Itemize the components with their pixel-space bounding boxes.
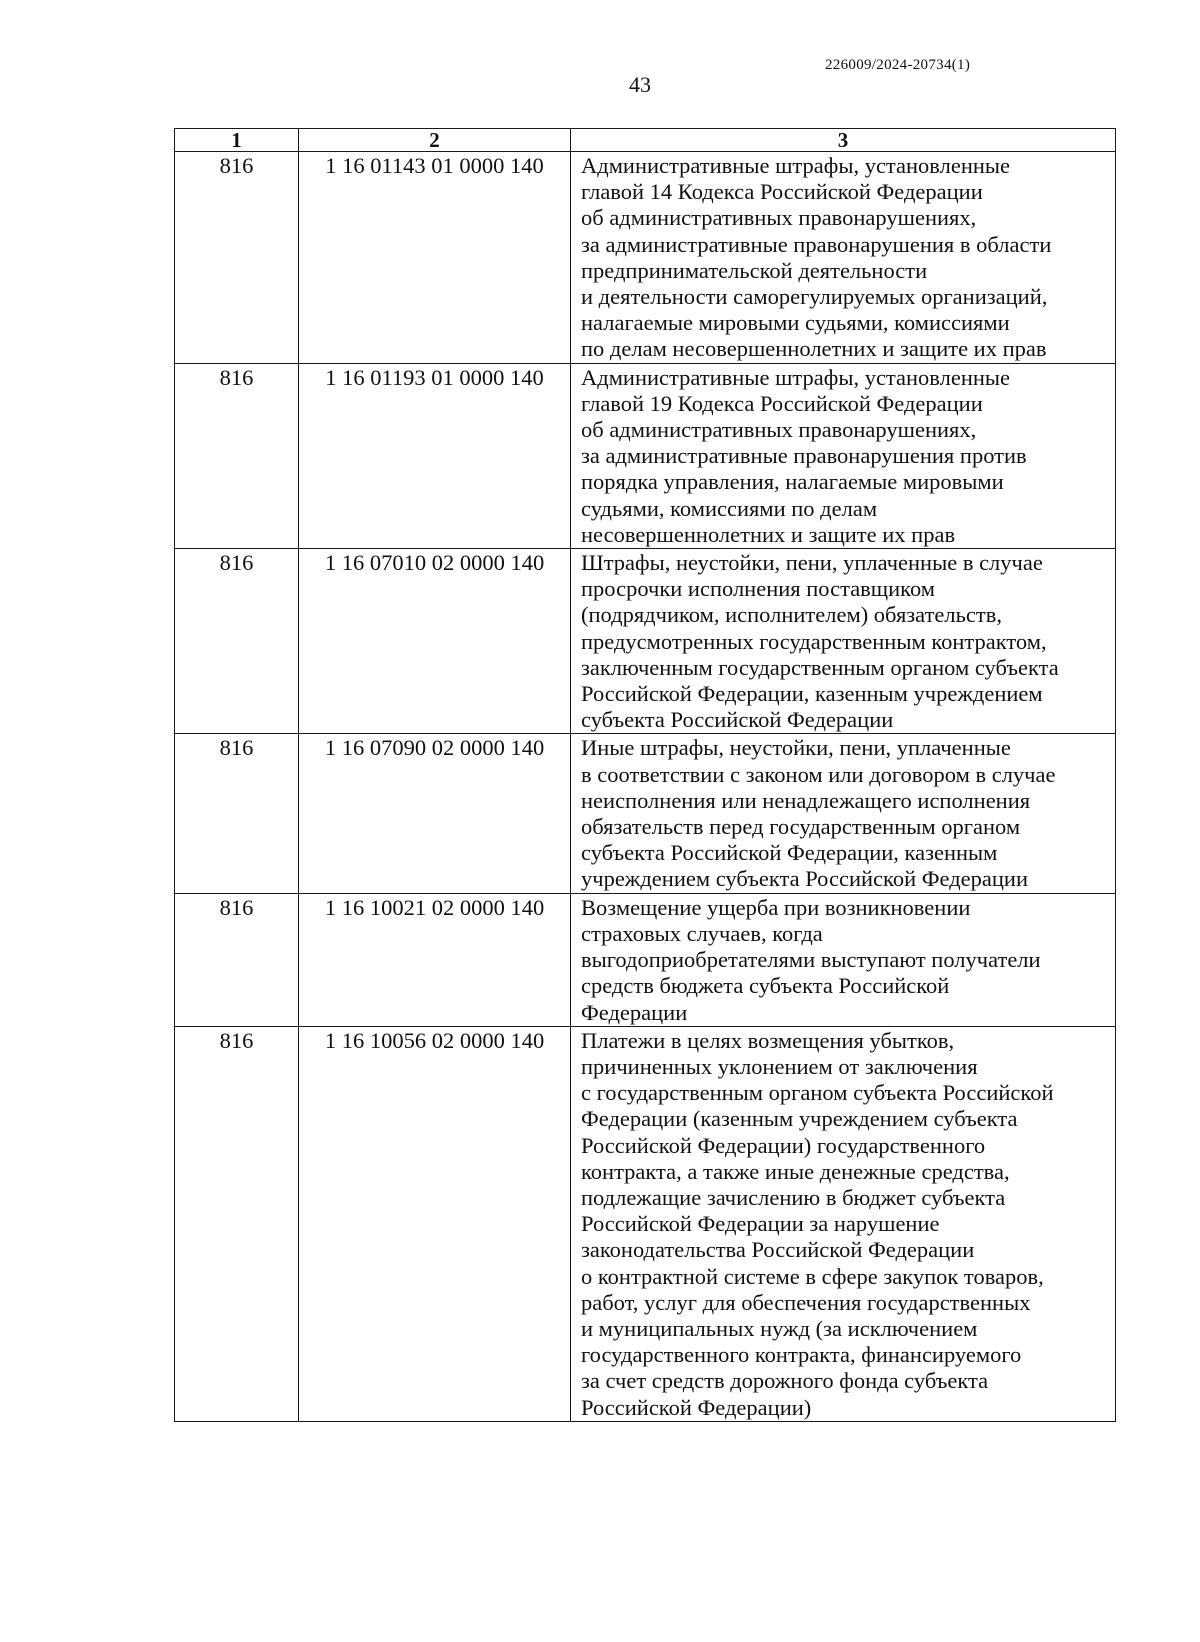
income-description-text: Платежи в целях возмещения убытков, причиненных уклонением от заключения с государственным органом субъекта Российской Федерации (казенным учреждением субъекта Российской Федерации) государственного контракта, а также иные денежные средства, подлежащие зачислению в бюджет субъекта Российской Федерации за нарушение законодательства Российской Федерации о контрактной системе в сфере закупок товаров, работ, услуг для обеспечения государственных и муниципальных нужд (за исключением государственного контракта, финансируемого за счет средств дорожного фонда субъекта Российской Федерации): [581, 1027, 1054, 1420]
income-description-cell: [571, 893, 1116, 1026]
administrator-code-cell: 816: [175, 549, 299, 734]
income-description-text: Возмещение ущерба при возникновении страховых случаев, когда выгодоприобретателями выступают получатели средств бюджета субъекта Российской Федерации: [581, 894, 1041, 1025]
income-description-cell: [571, 1026, 1116, 1421]
income-description-text: Административные штрафы, установленные главой 14 Кодекса Российской Федерации об административных правонарушениях, за административные правонарушения в области предпринимательской деятельности и деятельности саморегулируемых организаций, налагаемые мировыми судьями, комиссиями по делам несовершеннолетних и защите их прав: [581, 153, 1052, 362]
budget-codes-table: [174, 128, 1116, 1422]
administrator-code-cell: 816: [175, 893, 299, 1026]
column-header-2: 2: [299, 129, 571, 152]
income-description-cell: [571, 152, 1116, 364]
page-number: 43: [629, 72, 651, 97]
administrator-code-cell: 816: [175, 363, 299, 548]
budget-classification-code-cell: 1 16 07090 02 0000 140: [299, 734, 571, 893]
administrator-code-cell: 816: [175, 734, 299, 893]
table-row: [175, 152, 1116, 364]
table-row: [175, 549, 1116, 734]
budget-classification-code-cell: 1 16 01143 01 0000 140: [299, 152, 571, 364]
column-header-3: 3: [571, 129, 1116, 152]
budget-classification-code-cell: 1 16 10021 02 0000 140: [299, 893, 571, 1026]
table-row: [175, 1026, 1116, 1421]
table-row: [175, 893, 1116, 1026]
budget-classification-code-cell: 1 16 10056 02 0000 140: [299, 1026, 571, 1421]
table-header-row: [175, 129, 1116, 152]
income-description-cell: [571, 549, 1116, 734]
table-row: [175, 363, 1116, 548]
budget-classification-code-cell: 1 16 07010 02 0000 140: [299, 549, 571, 734]
administrator-code-cell: 816: [175, 1026, 299, 1421]
administrator-code-cell: 816: [175, 152, 299, 364]
income-description-cell: [571, 363, 1116, 548]
income-description-text: Иные штрафы, неустойки, пени, уплаченные в соответствии с законом или договором в случае неисполнения или ненадлежащего исполнения обязательств перед государственным органом субъекта Российской Федерации, казенным учреждением субъекта Российской Федерации: [581, 735, 1056, 892]
table-row: [175, 734, 1116, 893]
income-description-cell: [571, 734, 1116, 893]
income-description-text: Административные штрафы, установленные главой 19 Кодекса Российской Федерации об административных правонарушениях, за административные правонарушения против порядка управления, налагаемые мировыми судьями, комиссиями по делам несовершеннолетних и защите их прав: [581, 364, 1027, 547]
income-description-text: Штрафы, неустойки, пени, уплаченные в случае просрочки исполнения поставщиком (подрядчиком, исполнителем) обязательств, предусмотренных государственным контрактом, заключенным государственным органом субъекта Российской Федерации, казенным учреждением субъекта Российской Федерации: [581, 550, 1059, 733]
document-registration-number: 226009/2024-20734(1): [825, 57, 971, 73]
budget-classification-code-cell: 1 16 01193 01 0000 140: [299, 363, 571, 548]
budget-codes-table-container: [174, 128, 1116, 1422]
column-header-1: 1: [175, 129, 299, 152]
